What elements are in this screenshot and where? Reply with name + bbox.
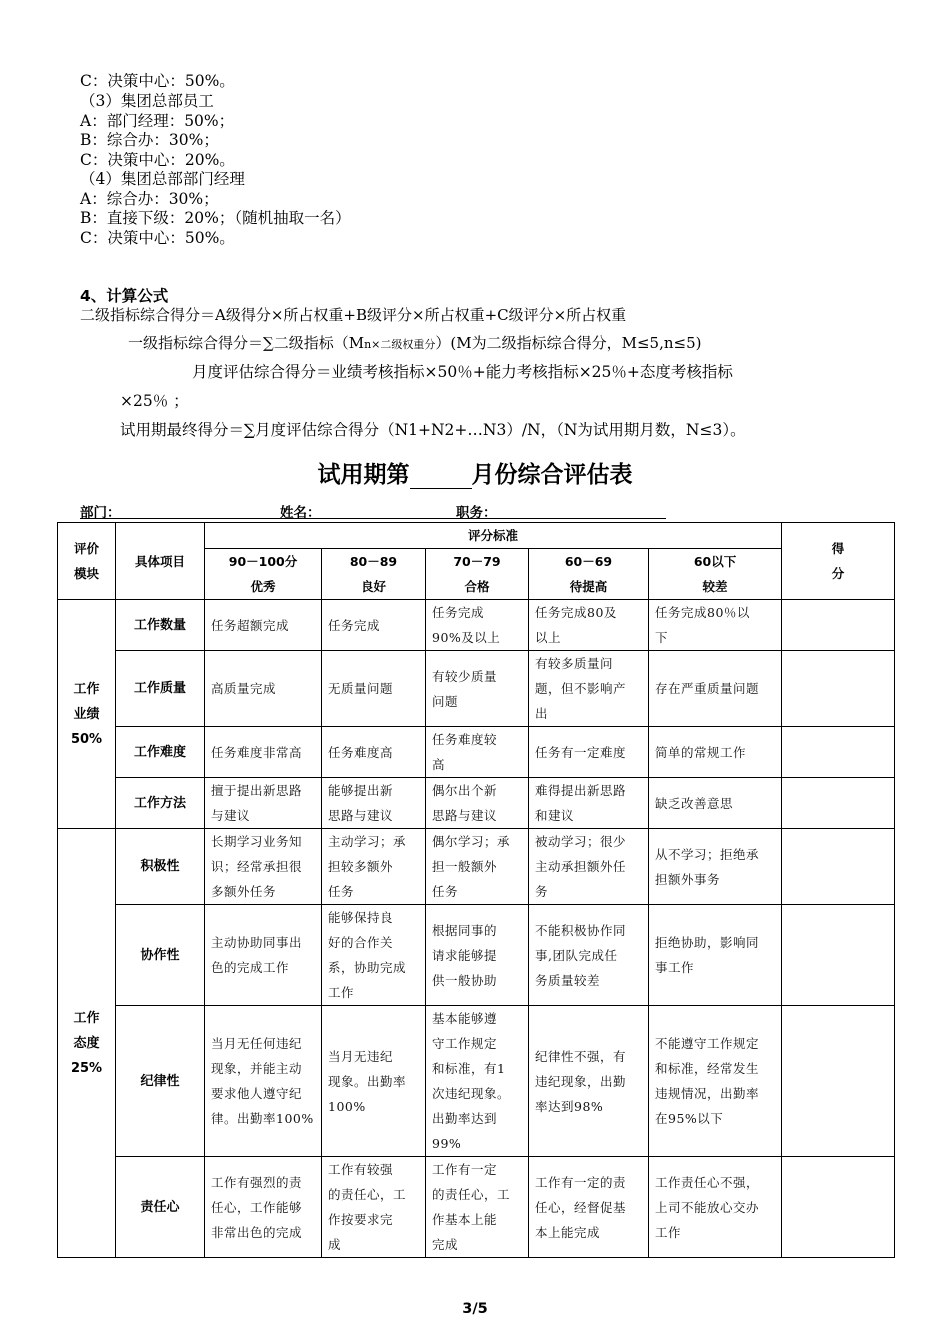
criteria-text: 工作有强烈的责 [211,1174,303,1190]
score-cell[interactable] [782,600,895,651]
criteria-text: 简单的常规工作 [655,744,747,760]
item-label: 纪律性 [116,1006,205,1157]
score-cell[interactable] [782,1157,895,1258]
criteria-text: 上司不能放心交办 [655,1199,760,1215]
table-row [58,905,895,1006]
criteria-text: 完成 [432,1237,459,1252]
criteria-cell [322,651,426,727]
criteria-text: 基本能够遵 [432,1011,498,1026]
grade-header [322,549,426,600]
criteria-text: 不能积极协作同 [535,922,627,938]
name-label: 姓名： [280,505,321,521]
form-fill-line [80,518,666,519]
criteria-text: 任务完成 [328,617,381,633]
criteria-text: 偶尔学习；承 [432,834,511,849]
page-total: 5 [477,1301,488,1317]
criteria-text: 成 [328,1237,342,1252]
criteria-cell [649,1006,782,1157]
form-title-b: 月份综合评估表 [471,462,633,488]
criteria-text: 律。出勤率100% [211,1111,314,1126]
criteria-cell [529,727,649,778]
criteria-text: 能够提出新 [328,783,394,798]
header-score-1: 得 [831,541,845,556]
criteria-cell [529,651,649,727]
criteria-text: 当月无违纪 [328,1048,394,1064]
weight-line: （4）集团总部部门经理 [80,170,245,188]
item-label: 协作性 [116,905,205,1006]
criteria-text: 存在严重质量问题 [655,681,760,696]
criteria-cell [426,829,529,905]
table-row [58,1157,895,1258]
criteria-text: 担较多额外 [328,859,394,874]
criteria-cell [322,600,426,651]
form-title [0,456,950,489]
page-sep: / [472,1301,478,1317]
weight-line: A：综合办：30%； [80,190,219,208]
grade-header-text: 合格 [464,579,490,594]
form-title-a: 试用期第 [317,462,410,488]
criteria-text: 色的完成工作 [211,960,290,975]
module-label-text: 业绩 [73,706,100,722]
criteria-text: 下 [655,630,669,645]
criteria-cell [426,651,529,727]
criteria-text: 擅于提出新思路 [211,783,303,798]
table-row [58,651,895,727]
criteria-cell [426,727,529,778]
table-row [58,1006,895,1157]
criteria-text: 高 [432,757,446,772]
criteria-text: 长期学习业务知 [211,834,303,849]
criteria-text: 请求能够提 [432,947,498,963]
criteria-text: 当月无任何违纪 [211,1036,303,1051]
criteria-cell [649,651,782,727]
criteria-text: 供一般协助 [432,972,498,988]
criteria-cell [529,905,649,1006]
criteria-text: 任务超额完成 [211,617,290,633]
grade-header [529,549,649,600]
criteria-text: 担额外事务 [655,871,721,887]
weight-line: C：决策中心：50%。 [80,72,235,90]
criteria-cell [322,727,426,778]
criteria-text: 非常出色的完成 [211,1224,303,1240]
grade-header-text: 待提高 [569,579,608,594]
criteria-text: 任务 [328,884,355,899]
criteria-text: 作基本上能 [432,1212,498,1227]
criteria-text: 任务难度高 [328,744,394,760]
grade-header-text: 70－79 [453,554,501,569]
criteria-text: 有较多质量问 [535,656,614,671]
score-cell[interactable] [782,651,895,727]
criteria-text: 任务难度较 [432,732,498,747]
grade-header-text: 60－69 [564,554,613,569]
criteria-text: 的责任心，工 [432,1187,511,1202]
dept-label: 部门： [80,505,121,521]
grade-header-text: 较差 [702,579,728,594]
criteria-text: 担一般额外 [432,859,498,874]
criteria-cell [649,600,782,651]
criteria-text: 事工作 [655,960,695,975]
criteria-text: 被动学习；很少 [535,834,627,849]
grade-header-text: 80－89 [349,554,398,569]
criteria-text: 要求他人遵守纪 [211,1086,303,1101]
criteria-text: 本上能完成 [535,1224,601,1240]
header-item: 具体项目 [116,523,205,600]
header-score-2: 分 [831,566,845,581]
header-module-1: 评价 [73,541,99,556]
criteria-text: 90%及以上 [432,630,501,645]
weight-line: C：决策中心：50%。 [80,229,235,247]
criteria-text: 根据同事的 [432,922,498,938]
module-label-text: 态度 [73,1035,100,1051]
criteria-cell [205,727,322,778]
criteria-text: 违纪现象，出勤 [535,1073,627,1089]
criteria-text: 拒绝协助，影响同 [655,935,760,950]
criteria-text: 的责任心，工 [328,1187,407,1202]
table-row [58,829,895,905]
criteria-text: 工作有较强 [328,1162,394,1177]
criteria-text: 和标准，有1 [432,1061,506,1076]
module-label-text: 工作 [73,1010,100,1026]
criteria-text: 工作有一定 [432,1162,498,1177]
module-label [58,829,116,1258]
criteria-text: 在95%以下 [655,1111,724,1126]
item-label: 工作质量 [116,651,205,727]
criteria-cell [649,1157,782,1258]
criteria-cell [205,600,322,651]
page-number [0,1301,950,1317]
weight-line: （3）集团总部员工 [80,92,214,110]
criteria-cell [205,905,322,1006]
criteria-cell [649,727,782,778]
evaluation-table [57,522,895,1258]
criteria-cell [529,1006,649,1157]
grade-header [205,549,322,600]
criteria-text: 以上 [535,630,562,645]
formula-line-2-sub: n×二级权重分 [364,338,436,351]
criteria-cell [426,778,529,829]
criteria-cell [649,905,782,1006]
criteria-text: 现象，并能主动 [211,1061,303,1076]
criteria-cell [426,1157,529,1258]
score-cell[interactable] [782,905,895,1006]
page-current: 3 [462,1301,473,1317]
criteria-cell [529,778,649,829]
header-score [782,523,895,600]
module-label-text: 25% [70,1060,103,1076]
formula-line-1: 二级指标综合得分＝A级得分×所占权重+B级评分×所占权重+C级评分×所占权重 [80,306,627,324]
criteria-text: 违规情况，出勤率 [655,1086,760,1101]
criteria-text: 与建议 [211,808,251,823]
criteria-text: 任心，经督促基 [535,1199,627,1215]
criteria-text: 思路与建议 [328,808,394,823]
criteria-text: 高质量完成 [211,681,277,696]
criteria-text: 事,团队完成任 [535,947,618,963]
criteria-cell [426,905,529,1006]
item-label: 工作方法 [116,778,205,829]
criteria-text: 难得提出新思路 [535,783,627,798]
criteria-text: 识；经常承担很 [211,859,303,874]
position-label: 职务： [456,505,497,521]
score-cell[interactable] [782,727,895,778]
criteria-text: 次违纪现象。 [432,1086,511,1101]
criteria-text: 任务有一定难度 [535,744,627,760]
criteria-text: 好的合作关 [328,935,394,950]
criteria-text: 思路与建议 [432,808,498,823]
formula-line-2-b: ）(M为二级指标综合得分，M≤5,n≤5) [435,334,702,352]
criteria-text: 系，协助完成 [328,960,407,975]
header-row [58,523,895,549]
criteria-text: 出勤率达到 [432,1111,498,1126]
criteria-cell [322,1006,426,1157]
weight-line: B：直接下级：20%；（随机抽取一名） [80,209,351,227]
criteria-text: 题，但不影响产 [535,681,627,696]
grade-header [426,549,529,600]
grade-header-text: 优秀 [250,579,276,594]
criteria-text: 任务难度非常高 [211,744,303,760]
weight-line: A：部门经理：50%； [80,112,235,130]
module-label-text: 50% [70,731,103,747]
formula-line-2 [128,334,701,354]
criteria-cell [322,1157,426,1258]
criteria-text: 和标准，经常发生 [655,1061,760,1076]
criteria-text: 守工作规定 [432,1036,498,1051]
formula-line-3: 月度评估综合得分＝业绩考核指标×50％+能力考核指标×25％+态度考核指标 [192,363,733,381]
criteria-text: 从不学习；拒绝承 [655,846,760,862]
criteria-text: 工作 [328,985,355,1000]
criteria-text: 出 [535,706,549,721]
formula-line-2-a: 一级指标综合得分＝∑二级指标（M [128,334,365,352]
criteria-text: 任心，工作能够 [211,1199,303,1215]
month-blank[interactable] [410,466,472,489]
criteria-cell [426,600,529,651]
weight-line: B：综合办：30%； [80,131,219,149]
weight-line: C：决策中心：20%。 [80,151,235,169]
criteria-cell [322,778,426,829]
grade-header-text: 90－100分 [228,554,298,569]
criteria-text: 工作责任心不强， [655,1174,760,1190]
criteria-text: 率达到98% [535,1098,604,1114]
criteria-text: 无质量问题 [328,681,394,696]
item-label: 工作数量 [116,600,205,651]
table-row [58,727,895,778]
module-label [58,600,116,829]
criteria-text: 务质量较差 [535,972,601,988]
criteria-cell [529,600,649,651]
table-row [58,600,895,651]
grade-header-text: 良好 [360,579,386,594]
criteria-text: 工作 [655,1224,682,1240]
item-label: 工作难度 [116,727,205,778]
criteria-cell [529,829,649,905]
criteria-text: 现象。出勤率 [328,1073,407,1089]
item-label: 责任心 [116,1157,205,1258]
criteria-text: 作按要求完 [328,1212,394,1227]
score-cell[interactable] [782,829,895,905]
criteria-text: 偶尔出个新 [432,783,498,798]
criteria-text: 主动承担额外任 [535,859,627,874]
criteria-text: 问题 [432,693,459,709]
criteria-text: 主动学习；承 [328,834,407,849]
score-cell[interactable] [782,1006,895,1157]
criteria-text: 有较少质量 [432,668,498,684]
criteria-text: 能够保持良 [328,910,394,925]
criteria-cell [649,778,782,829]
criteria-text: 任务完成80％以 [655,605,750,620]
grade-header [649,549,782,600]
criteria-text: 任务完成 [432,605,485,620]
criteria-text: 和建议 [535,808,575,823]
module-label-text: 工作 [73,681,100,697]
criteria-text: 任务完成80及 [535,605,617,620]
criteria-text: 不能遵守工作规定 [655,1036,760,1051]
criteria-cell [205,778,322,829]
criteria-cell [426,1006,529,1157]
criteria-text: 100% [328,1098,366,1114]
criteria-text: 主动协助同事出 [211,935,303,950]
criteria-cell [205,1157,322,1258]
criteria-cell [205,1006,322,1157]
formula-line-3b: ×25％ ； [120,392,189,410]
formula-line-4: 试用期最终得分＝∑月度评估综合得分（N1+N2+…N3）/N，（N为试用期月数，N≤3）。 [120,421,746,439]
criteria-text: 务 [535,884,549,899]
header-standard: 评分标准 [205,523,782,549]
item-label: 积极性 [116,829,205,905]
criteria-cell [649,829,782,905]
criteria-text: 任务 [432,884,459,899]
table-body [58,523,895,1258]
criteria-text: 工作有一定的责 [535,1174,627,1190]
criteria-cell [205,829,322,905]
header-module-2: 模块 [73,566,99,581]
criteria-text: 99% [432,1136,462,1151]
formula-heading: 4、计算公式 [80,287,169,305]
criteria-text: 缺乏改善意思 [655,795,734,811]
criteria-text: 多额外任务 [211,884,277,899]
criteria-cell [322,829,426,905]
score-cell[interactable] [782,778,895,829]
table-row [58,778,895,829]
grade-header-text: 60以下 [693,554,737,569]
criteria-cell [205,651,322,727]
criteria-cell [322,905,426,1006]
criteria-cell [529,1157,649,1258]
header-module [58,523,116,600]
criteria-text: 纪律性不强，有 [535,1048,627,1064]
